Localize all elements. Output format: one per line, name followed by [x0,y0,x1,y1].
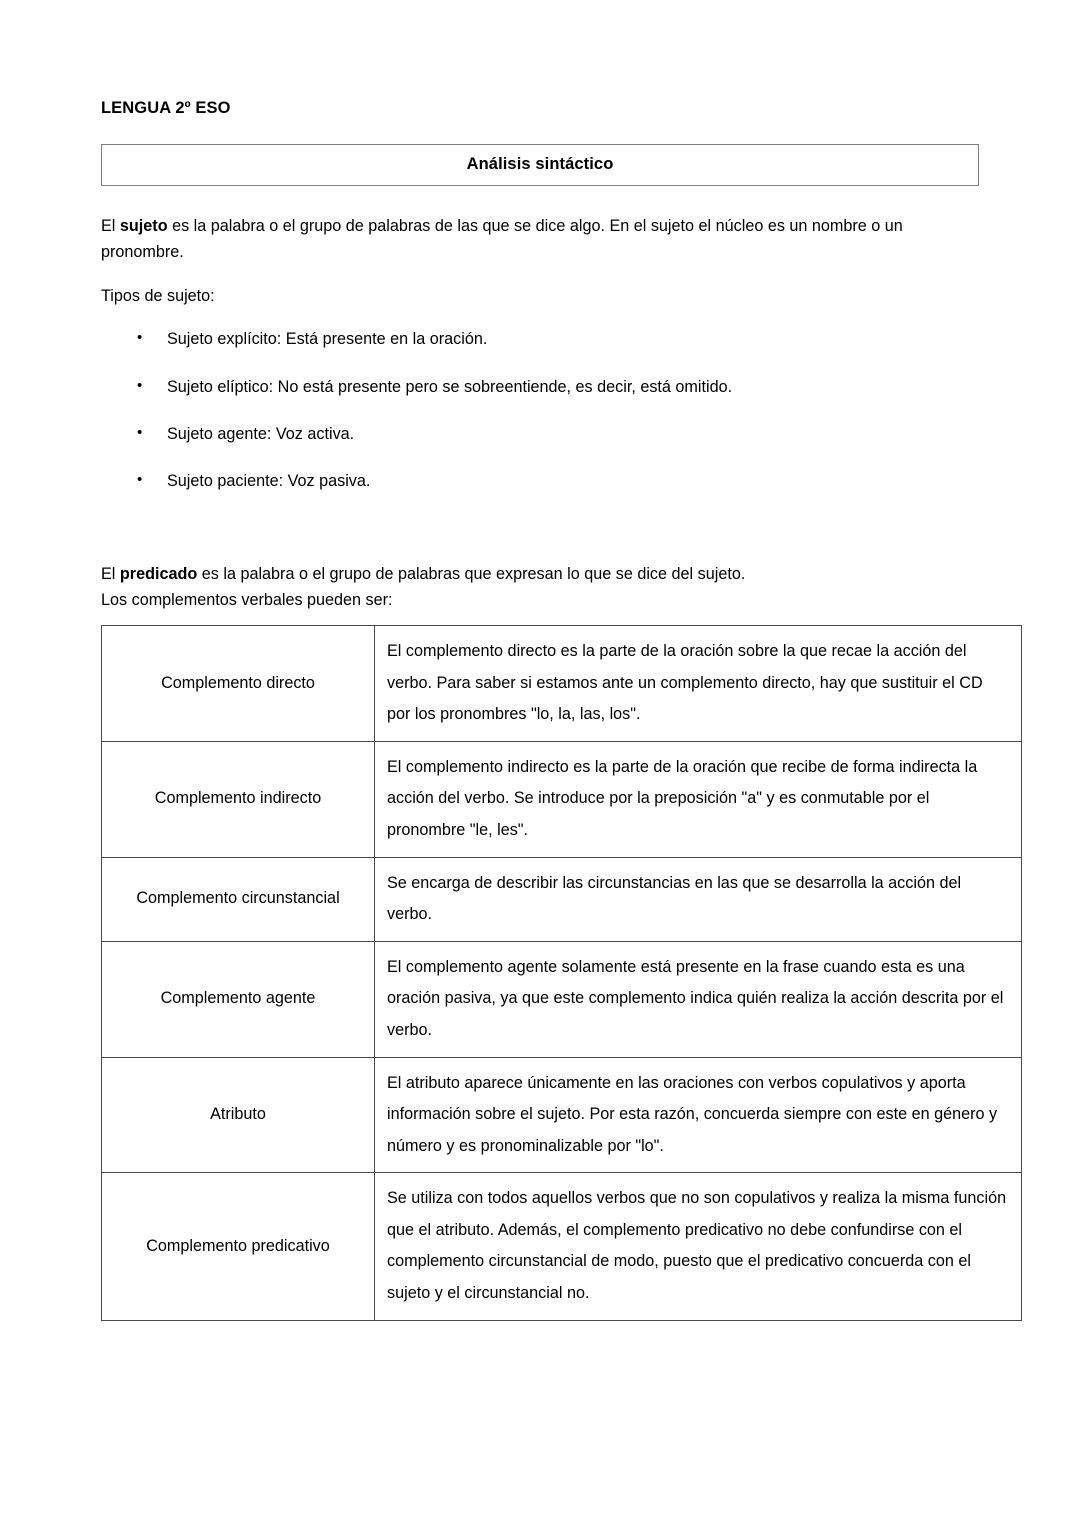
bullet-icon: • [137,376,143,394]
table-cell-description: El complemento agente solamente está presente en la frase cuando esta es una oración pasiva, ya que este complemento indica quién realiza la acción descrita por el verbo. [375,941,1022,1057]
list-item [101,469,979,493]
table-cell-term: Complemento predicativo [102,1173,375,1320]
predicate-definition-prefix: El [101,564,120,583]
subject-definition-prefix: El [101,216,120,235]
predicate-definition-rest: es la palabra o el grupo de palabras que expresan lo que se dice del sujeto. [197,564,746,583]
subject-types-list [101,327,979,493]
table-row [102,1057,1022,1173]
list-item-label: Sujeto elíptico: No está presente pero se sobreentiende, es decir, está omitido. [167,377,733,396]
list-item-label: Sujeto agente: Voz activa. [167,424,355,443]
bullet-icon: • [137,471,143,489]
table-body [102,625,1022,1320]
subject-types-label: Tipos de sujeto: [101,287,215,306]
verbal-complements-label: Los complementos verbales pueden ser: [101,590,393,609]
document-content [101,98,1007,1321]
list-item-label: Sujeto explícito: Está presente en la oración. [167,330,488,349]
table-cell-description: El atributo aparece únicamente en las oraciones con verbos copulativos y aporta información sobre el sujeto. Por esta razón, concuerda siempre con este en género y número y es pronominalizable por "lo". [375,1057,1022,1173]
table-cell-term: Complemento indirecto [102,741,375,857]
table-cell-term: Complemento directo [102,625,375,741]
bullet-icon: • [137,329,143,347]
table-cell-term: Complemento circunstancial [102,857,375,941]
list-item [101,422,979,446]
section-heading-title: Análisis sintáctico [466,155,614,174]
bullet-icon: • [137,423,143,441]
table-cell-description: El complemento directo es la parte de la oración sobre la que recae la acción del verbo. Para saber si estamos ante un complemento directo, hay que sustituir el CD por los pronombres "lo, la, las, los". [375,625,1022,741]
table-row [102,741,1022,857]
table-cell-description: El complemento indirecto es la parte de la oración que recibe de forma indirecta la acción del verbo. Se introduce por la preposición "a" y es conmutable por el pronombre "le, les". [375,741,1022,857]
table-cell-description: Se encarga de describir las circunstancias en las que se desarrolla la acción del verbo. [375,857,1022,941]
table-cell-term: Complemento agente [102,941,375,1057]
subject-definition-paragraph [101,213,979,265]
list-item [101,327,979,351]
section-spacer [101,517,979,561]
predicate-definition-paragraph [101,561,979,587]
table-cell-term: Atributo [102,1057,375,1173]
verbal-complements-table [101,625,1022,1321]
table-row [102,857,1022,941]
table-row [102,941,1022,1057]
list-item [101,375,979,399]
subject-term-bold: sujeto [119,216,168,235]
page-title: LENGUA 2º ESO [101,99,231,117]
table-cell-description: Se utiliza con todos aquellos verbos que no son copulativos y realiza la misma función que el atributo. Además, el complemento predicativo no debe confundirse con el complemento circunstancial de modo, puesto que el predicativo concuerda con el sujeto y el circunstancial no. [375,1173,1022,1320]
list-item-label: Sujeto paciente: Voz pasiva. [167,472,371,491]
section-heading-box [101,144,979,186]
table-row [102,625,1022,741]
predicate-term-bold: predicado [119,564,198,583]
subject-definition-rest: es la palabra o el grupo de palabras de las que se dice algo. En el sujeto el núcleo es un nombre o un pronombre. [101,216,903,261]
table-row [102,1173,1022,1320]
